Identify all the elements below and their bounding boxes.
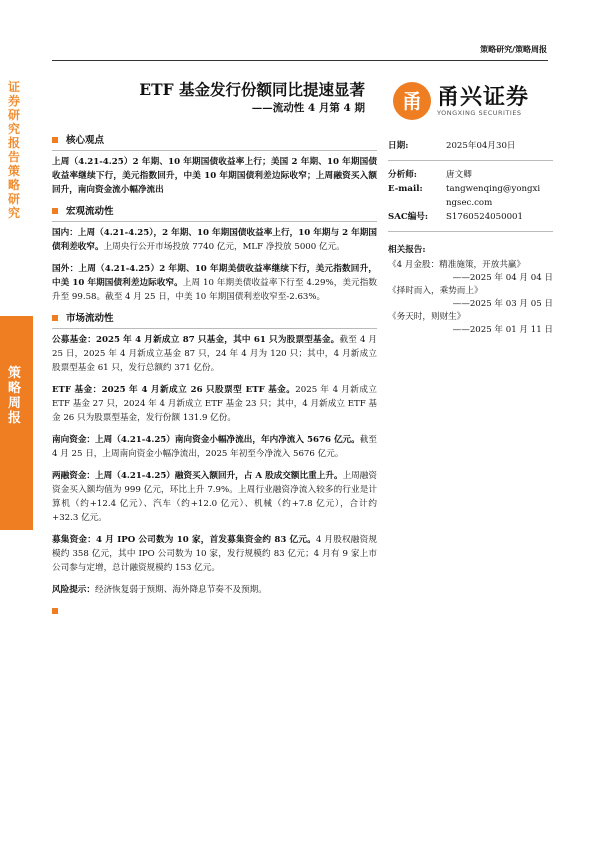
related-report-date: ——2025 年 01 月 11 日 [452, 325, 553, 335]
header-divider [52, 60, 548, 61]
market-southbound-paragraph: 南向资金：上周（4.21-4.25）南向资金小幅净流出，年内净流入 5676 亿元。截至 4 月 25 日，上周南向资金小幅净流出，2025 年初至今净流入 5676 亿元。 [52, 435, 377, 459]
macro-domestic-paragraph: 国内：上周（4.21-4.25），2 年期、10 年期国债收益率上行，10 年期与 2 年期国债利差收窄。上周央行公开市场投放 7740 亿元，MLF 净投放 5000 亿元。 [52, 228, 377, 252]
report-category-note: 策略研究/策略周报 [480, 45, 547, 54]
logo-mark-icon: 甬 [393, 82, 431, 120]
company-logo [393, 82, 553, 122]
report-info-panel [388, 140, 553, 337]
core-viewpoint-text: 上周（4.21-4.25）2 年期、10 年期国债收益率上行；美国 2 年期、10 年期国债收益率继续下行，美元指数回升，中美 10 年期国债利差边际收窄；上周融资买入额回升，南向资金流小幅净流出 [52, 157, 377, 195]
section-heading-market: 市场流动性 [52, 312, 377, 329]
page-title: ETF 基金发行份额同比提速显著 [139, 80, 365, 99]
risk-warning-paragraph: 风险提示：经济恢复弱于预期、海外降息节奏不及预期。 [52, 585, 267, 595]
related-reports-title: 相关报告: [388, 245, 426, 255]
sac-row: SAC编号: S1760524050001 [388, 212, 523, 222]
email-row-cont [388, 197, 553, 211]
related-report-link[interactable]: 《择时而入，乘势而上》 [388, 286, 483, 296]
page-subtitle: ——流动性 4 月第 4 期 [251, 102, 365, 114]
macro-foreign-paragraph: 国外：上周（4.21-4.25）2 年期、10 年期美债收益率继续下行，美元指数回升，中美 10 年期国债利差边际收窄。上周 10 年期美债收益率下行至 4.29%，美元指数升至 99.58。截至 4 月 25 日，中美 10 年期国债利差收窄至-2.63%。 [52, 264, 377, 302]
main-content [52, 134, 377, 619]
sidebar-report-type: 证券研究报告 策略研究 [8, 80, 21, 220]
info-divider [388, 160, 553, 161]
related-report-link[interactable]: 《务天时，则财生》 [388, 312, 466, 322]
end-marker-icon [52, 608, 58, 614]
market-ipo-paragraph: 募集资金：4 月 IPO 公司数为 10 家，首发募集资金约 83 亿元。4 月股权融资规模约 358 亿元，其中 IPO 公司数为 10 家，发行规模约 83 亿元；4 月有 9 家上市公司参与定增，总计融资规模约 153 亿元。 [52, 535, 378, 573]
market-margin-paragraph: 两融资金：上周（4.21-4.25）融资买入额回升，占 A 股成交额比重上升。上周融资资金买入额均值为 999 亿元，环比上升 7.9%。上周行业融资净流入较多的行业是计算机（约+12.4 亿元）、汽车（约+12.0 亿元）、机械（约+7.8 亿元），合计约+32.3 亿元。 [52, 471, 377, 523]
email-row: E-mail: tangwenqing@yongxi [388, 184, 541, 194]
date-row: 日期: 2025年04月30日 [388, 141, 516, 151]
email-link[interactable]: tangwenqing@yongxi [446, 184, 541, 194]
section-heading-core: 核心观点 [52, 134, 377, 151]
market-etf-paragraph: ETF 基金：2025 年 4 月新成立 26 只股票型 ETF 基金。2025 年 4 月新成立 ETF 基金 27 只，2024 年 4 月新成立 ETF 基金 23 只；其中，4 月新成立 ETF 基金 26 只为股票型基金，发行份额 131.9 亿份。 [52, 385, 377, 423]
logo-name-en: YONGXING SECURITIES [437, 109, 522, 117]
market-fund-paragraph: 公募基金：2025 年 4 月新成立 87 只基金，其中 61 只为股票型基金。截至 4 月 25 日，2025 年 4 月新成立基金 87 只，24 年 4 月为 120 只；其中，4 月新成立股票型基金 61 只，发行总额约 371 亿份。 [52, 335, 377, 373]
email-link-cont[interactable]: ngsec.com [446, 198, 493, 208]
info-divider-2 [388, 231, 553, 232]
analyst-row: 分析师: 唐文卿 [388, 170, 472, 180]
sidebar [0, 0, 33, 841]
section-heading-macro: 宏观流动性 [52, 205, 377, 222]
related-report-date: ——2025 年 03 月 05 日 [452, 299, 553, 309]
logo-name-cn: 甬兴证券 [437, 85, 530, 110]
related-report-link[interactable]: 《4 月金股：精准施策，开放共赢》 [388, 260, 526, 270]
sidebar-category-box: 策略周报 [0, 316, 33, 530]
related-report-date: ——2025 年 04 月 04 日 [452, 273, 553, 283]
